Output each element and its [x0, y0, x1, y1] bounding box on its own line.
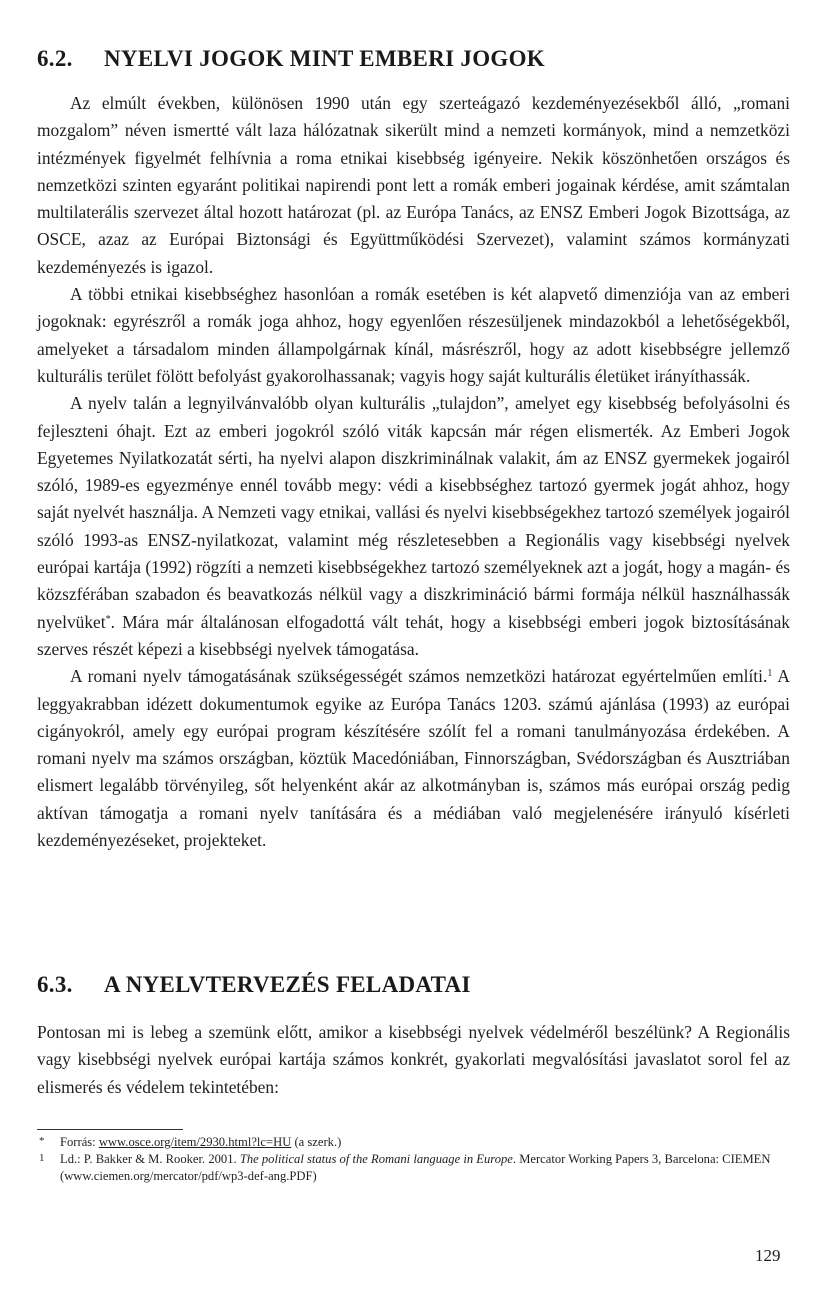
section-number: 6.2.: [37, 46, 73, 71]
footnote-divider: [37, 1129, 183, 1130]
section-6-3-body: [37, 1019, 790, 1101]
section-heading-6-3: [37, 972, 471, 998]
section-heading-6-2: [37, 46, 545, 72]
footnote-mark: 1: [39, 1152, 45, 1164]
footnote-mark: *: [39, 1135, 45, 1147]
section-number: 6.3.: [37, 972, 73, 997]
cited-title: The political status of the Romani language in Europe: [239, 1152, 513, 1166]
paragraph: Az elmúlt években, különösen 1990 után egy szerteágazó kezdeményezésekből álló, „romani mozgalom” néven ismertté vált laza hálózatnak sikerült mind a nemzeti kormányok, mind a nemzetközi intézmények figyelmét felhívnia a roma etnikai kisebbség igényeire. Nekik köszönhetően országos és nemzetközi szinten egyaránt politikai napirendi pont lett a romák emberi jogainak kérdése, amit számtalan multilaterális szervezet által hozott határozat (pl. az Európa Tanács, az ENSZ Emberi Jogok Bizottsága, az OSCE, azaz az Európai Biztonsági és Együttműködési Szervezet), valamint számos kormányzati kezdeményezés is igazol.: [37, 93, 790, 277]
footnote-item: * Forrás: www.osce.org/item/2930.html?lc=HU (a szerk.): [39, 1135, 342, 1149]
footnotes: [37, 1134, 797, 1185]
section-title: A NYELVTERVEZÉS FELADATAI: [104, 972, 471, 997]
paragraph: Pontosan mi is lebeg a szemünk előtt, amikor a kisebbségi nyelvek védelméről beszélünk? A Regionális vagy kisebbségi nyelvek európai kartája számos konkrét, gyakorlati megvalósítási javaslatot sorol fel az elismerés és védelem tekintetében:: [37, 1022, 790, 1097]
footnote-marker: 1: [767, 668, 773, 680]
footnote-item: 1 Ld.: P. Bakker & M. Rooker. 2001. The political status of the Romani language in Europe. Mercator Working Papers 3, Barcelona: CIEMEN (www.ciemen.org/mercator/pdf/wp3-def-ang.PDF): [39, 1152, 771, 1183]
section-6-2-body: [37, 90, 790, 854]
source-link[interactable]: www.osce.org/item/2930.html?lc=HU: [98, 1135, 292, 1149]
paragraph: A romani nyelv támogatásának szükségességét számos nemzetközi határozat egyértelműen említi.$^1$ A leggyakrabban idézett dokumentumok egyike az Európa Tanács 1203. számú ajánlása (1993) az európai cigányokról, amely egy európai program készítésére szólít fel a romani tanulmányozása érdekében. A romani nyelv ma számos országban, köztük Macedóniában, Finnországban, Svédországban és Ausztriában elismert legalább törvényileg, sőt helyenként akár az alkotmányban is, számos más európai ország pedig aktívan támogatja a romani nyelv tanítására és a médiában való megjelenésére irányuló kísérleti kezdeményezéseket, projekteket.: [37, 666, 790, 851]
paragraph: A többi etnikai kisebbséghez hasonlóan a romák esetében is két alapvető dimenziója van az emberi jogoknak: egyrészről a romák joga ahhoz, hogy egyenlően részesüljenek mindazokból a lehetőségekből, amelyeket a társadalom minden állampolgárnak kínál, másrészről, hogy az adott kisebbségre jellemző kulturális terület fölött befolyást gyakorolhassanak; vagyis hogy saját kulturális életüket irányíthassák.: [37, 284, 790, 386]
section-title: NYELVI JOGOK MINT EMBERI JOGOK: [104, 46, 545, 71]
footnote-marker: *: [105, 613, 111, 625]
page-number: 129: [755, 1246, 781, 1265]
paragraph: A nyelv talán a legnyilvánvalóbb olyan kulturális „tulajdon”, amelyet egy kisebbség befolyásolni és fejleszteni óhajt. Ezt az emberi jogokról szóló viták kapcsán már régen elismerték. Az Emberi Jogok Egyetemes Nyilatkozatát sérti, ha nyelvi alapon diszkriminálnak valakit, ám az ENSZ gyermekek jogairól szóló, 1989-es egyezménye ennél tovább megy: védi a kisebbséghez tartozó gyermek jogát ahhoz, hogy saját nyelvét használja. A Nemzeti vagy etnikai, vallási és nyelvi kisebbségekhez tartozó személyek jogairól szóló 1993-as ENSZ-nyilatkozat, valamint még részletesebben a Regionális vagy kisebbségi nyelvek európai kartája (1992) rögzíti a nemzeti kisebbségekhez tartozó személyeknek azt a jogát, hogy a magán- és közszférában szabadon és beavatkozás nélkül vagy a diszkrimináció bármi formája nélkül használhassák nyelvüket*. Mára már általánosan elfogadottá vált tehát, hogy a kisebbségi emberi jogok biztosításának szerves részét képezi a kisebbségi nyelvek támogatása.: [37, 393, 790, 659]
